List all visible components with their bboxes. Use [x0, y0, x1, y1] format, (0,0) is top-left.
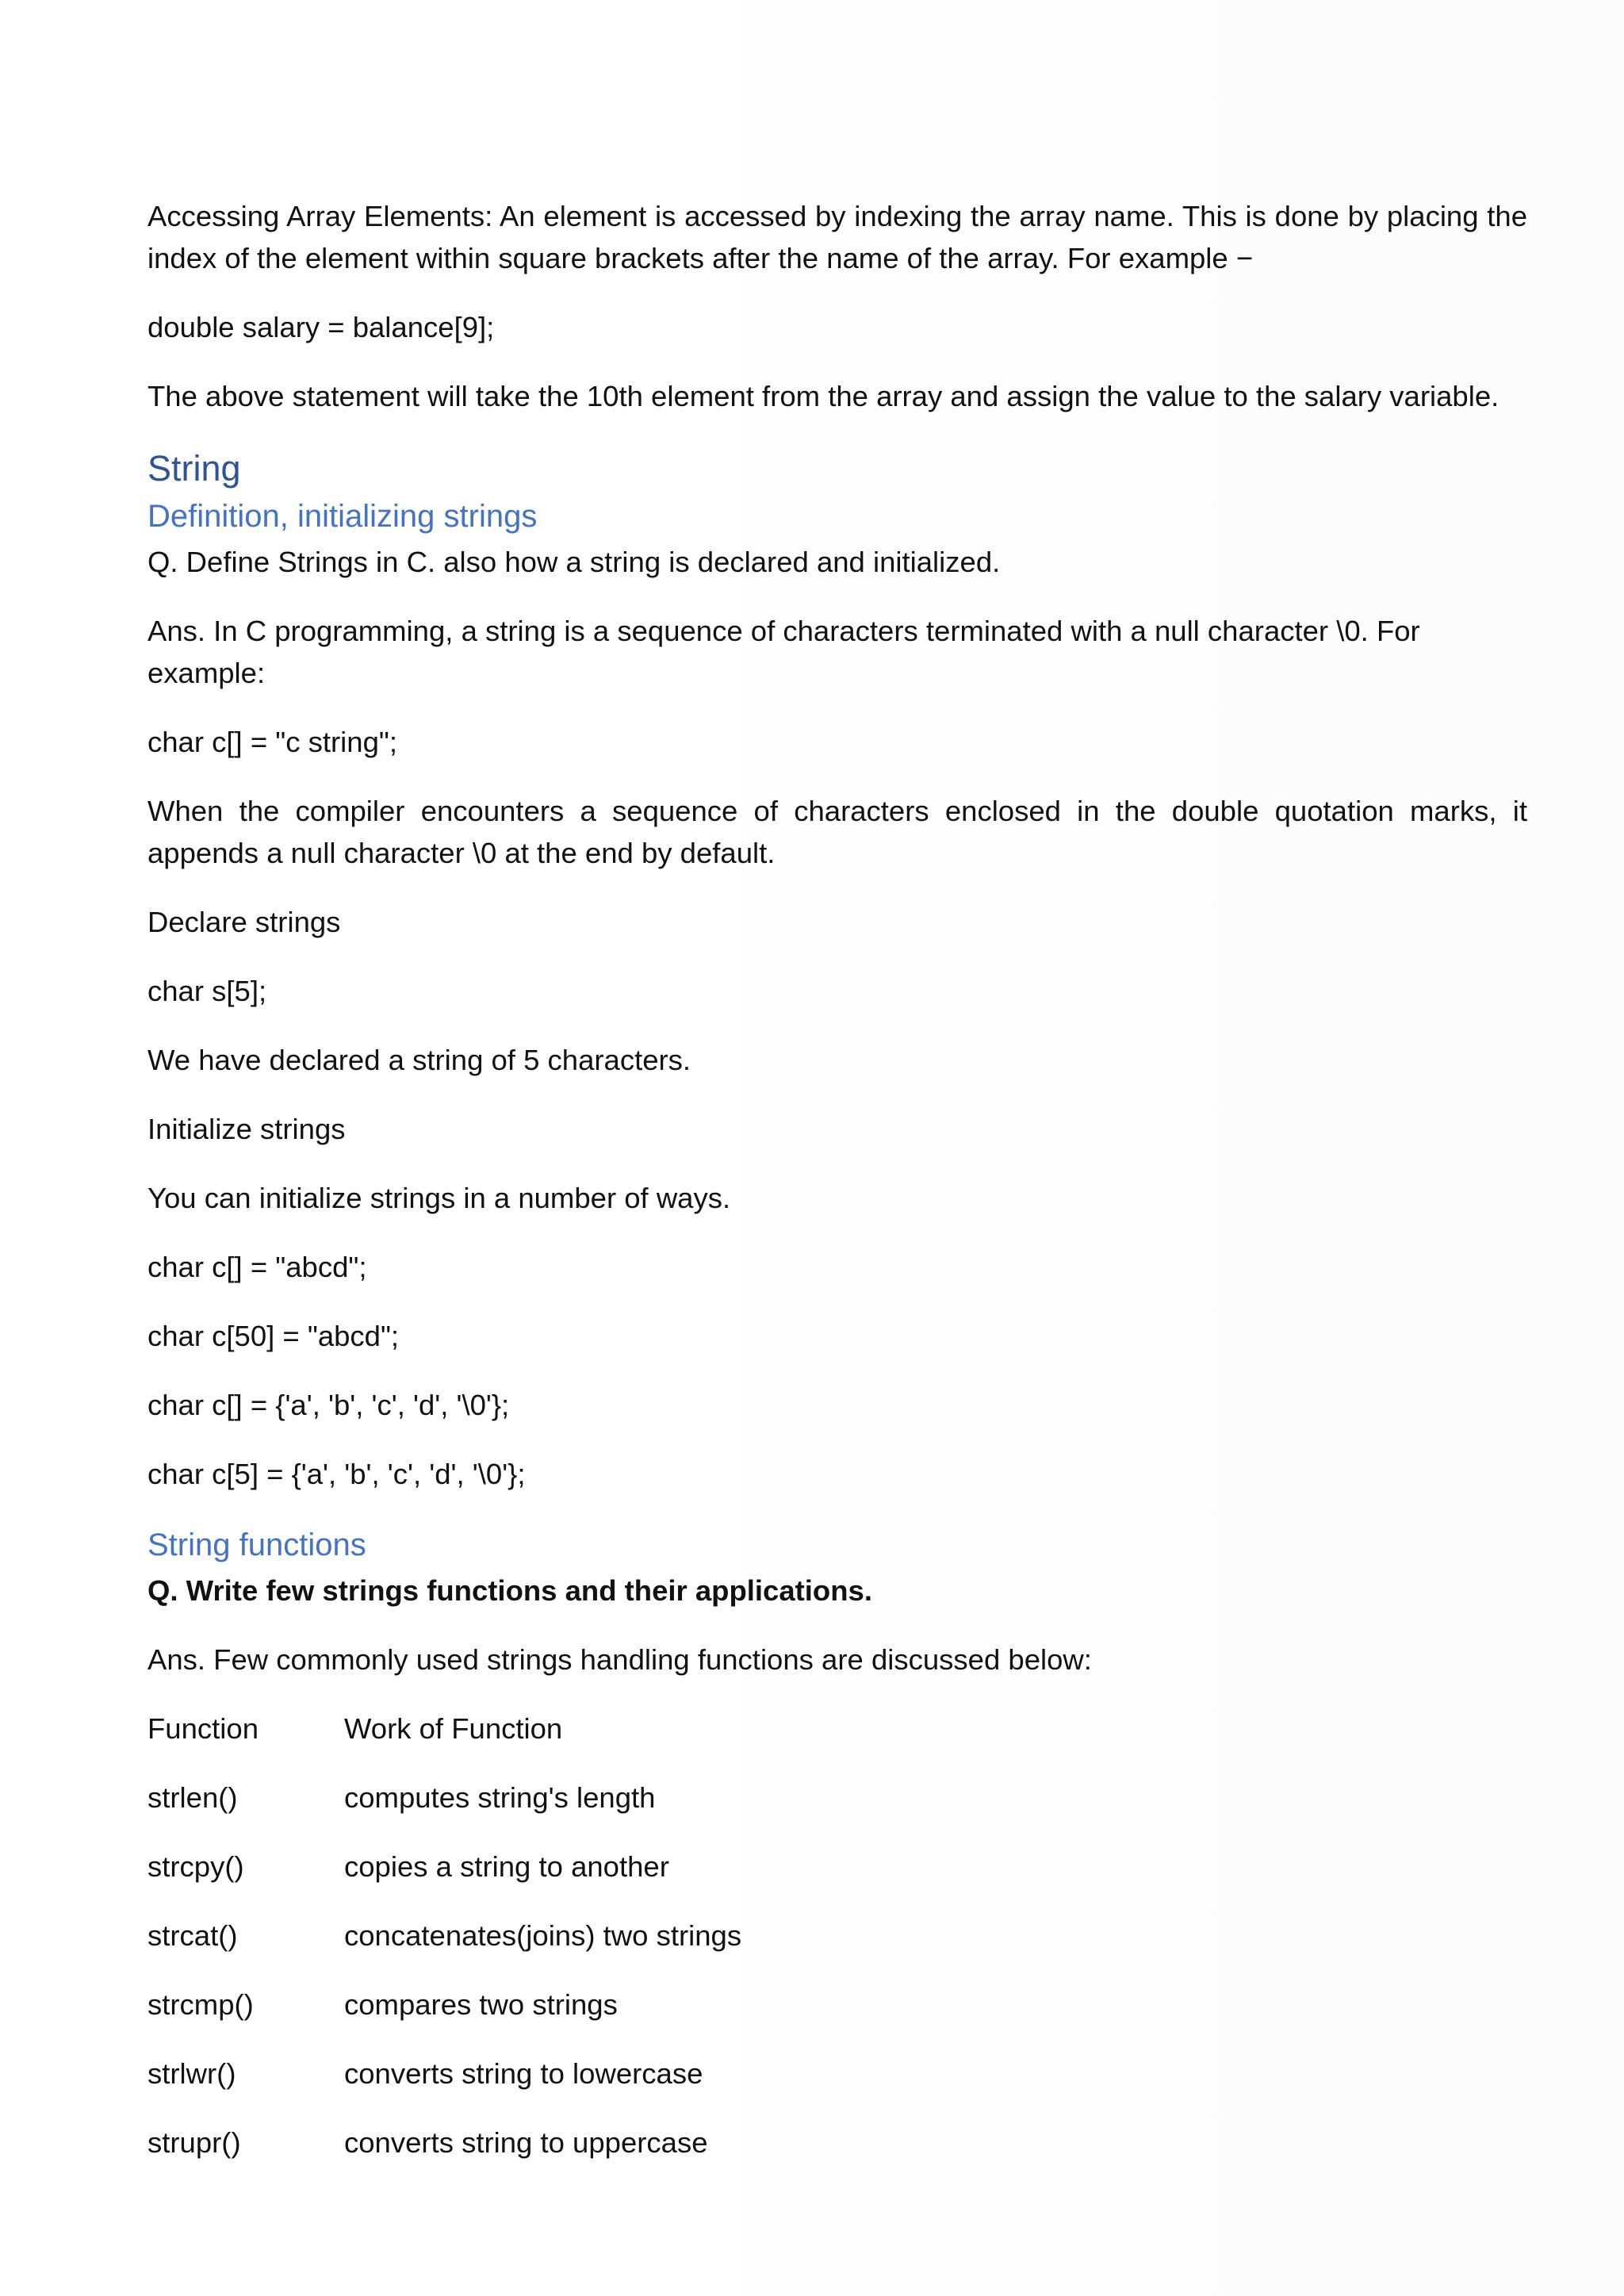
statement-paragraph: The above statement will take the 10th element from the array and assign the value to the salary variable. [147, 380, 1500, 412]
function-name-cell: strlen() [147, 1781, 238, 1814]
functions-question: Q. Write few strings functions and their applications. [147, 1574, 872, 1607]
definition-subheading: Definition, initializing strings [147, 499, 538, 534]
table-header-work: Work of Function [344, 1712, 563, 1745]
init-example-line: char c[5] = {'a', 'b', 'c', 'd', '\0'}; [147, 1458, 526, 1490]
functions-answer: Ans. Few commonly used strings handling functions are discussed below: [147, 1643, 1092, 1676]
declare-code-line: char s[5]; [147, 975, 267, 1007]
function-work-cell: concatenates(joins) two strings [344, 1919, 742, 1952]
function-work-cell: computes string's length [344, 1781, 656, 1814]
init-example-line: char c[] = {'a', 'b', 'c', 'd', '\0'}; [147, 1389, 510, 1421]
accessing-elements-paragraph: Accessing Array Elements: An element is accessed by indexing the array name. This is done by placing the index of the element within square brackets after the name of the array. For example − [147, 200, 1527, 274]
c-string-code-line: char c[] = "c string"; [147, 726, 397, 758]
initialize-note-paragraph: You can initialize strings in a number of ways. [147, 1182, 731, 1214]
compiler-note-paragraph: When the compiler encounters a sequence of characters enclosed in the double quotation marks, it appends a null character \0 at the end by default. [147, 795, 1527, 869]
string-heading: String [147, 448, 241, 489]
function-name-cell: strupr() [147, 2126, 241, 2159]
define-strings-answer: Ans. In C programming, a string is a sequence of characters terminated with a null character \0. For example: [147, 615, 1420, 689]
function-name-cell: strcpy() [147, 1850, 244, 1883]
declare-note-paragraph: We have declared a string of 5 characters. [147, 1044, 691, 1076]
function-name-cell: strcat() [147, 1919, 238, 1952]
function-work-cell: converts string to uppercase [344, 2126, 708, 2159]
table-header-function: Function [147, 1712, 259, 1745]
function-work-cell: compares two strings [344, 1988, 618, 2021]
function-name-cell: strlwr() [147, 2057, 236, 2090]
function-work-cell: converts string to lowercase [344, 2057, 703, 2090]
function-name-cell: strcmp() [147, 1988, 254, 2021]
salary-code-line: double salary = balance[9]; [147, 311, 495, 343]
init-example-line: char c[50] = "abcd"; [147, 1320, 400, 1352]
string-functions-table [147, 1708, 1527, 2164]
init-example-line: char c[] = "abcd"; [147, 1251, 367, 1283]
function-work-cell: copies a string to another [344, 1850, 669, 1883]
string-functions-subheading: String functions [147, 1527, 366, 1562]
document-content [147, 195, 1527, 2164]
define-strings-question: Q. Define Strings in C. also how a string is declared and initialized. [147, 546, 1001, 578]
initialize-strings-label: Initialize strings [147, 1113, 346, 1145]
declare-strings-label: Declare strings [147, 906, 341, 938]
